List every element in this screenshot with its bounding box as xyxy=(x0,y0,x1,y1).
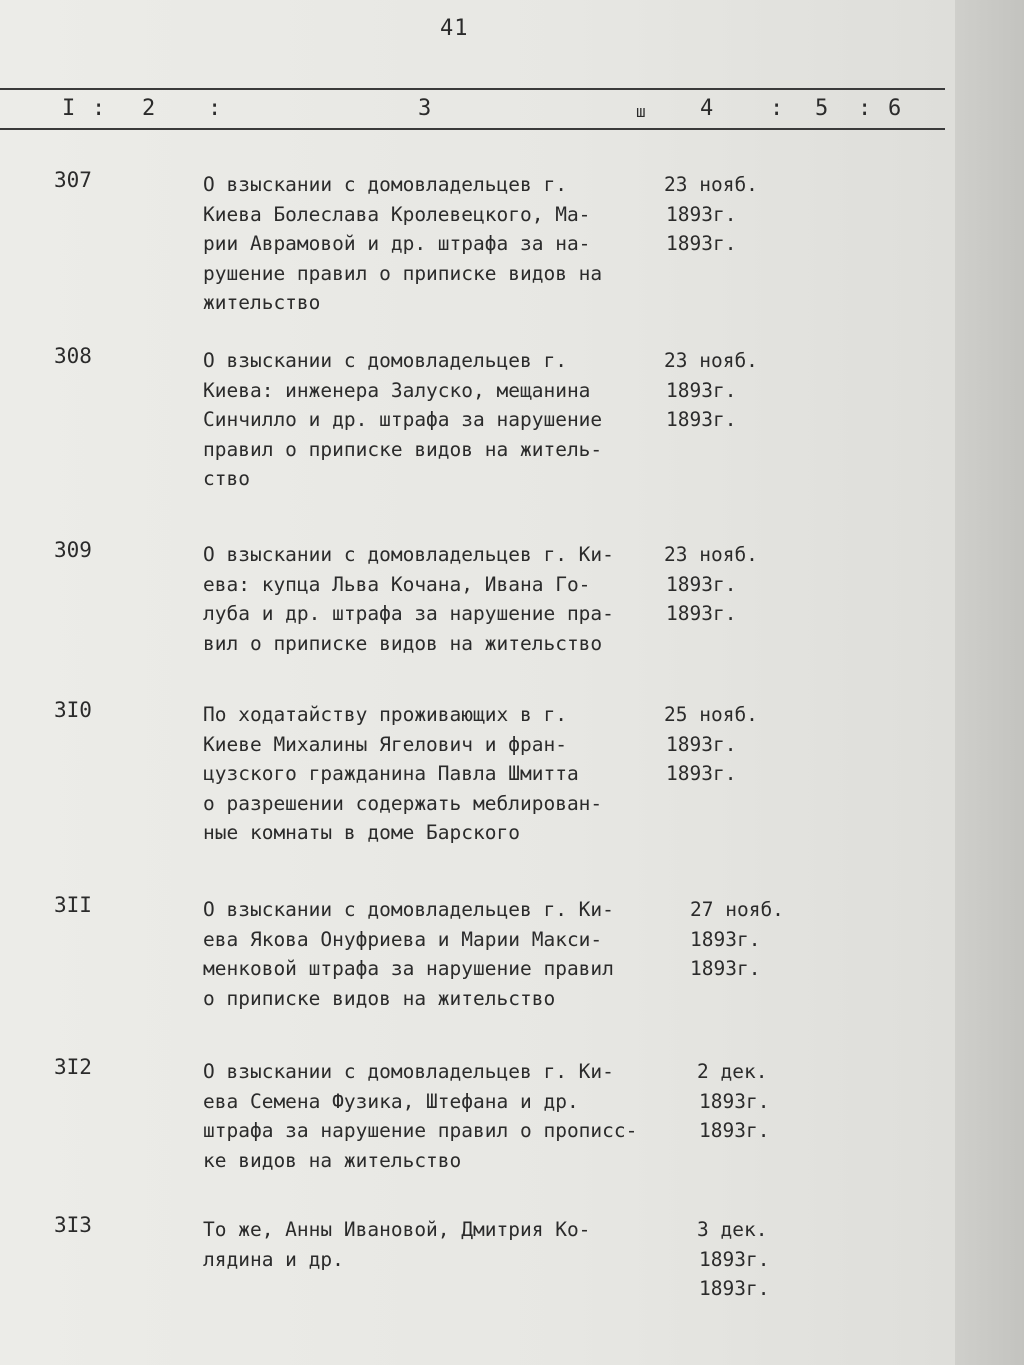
entry-title xyxy=(203,1057,673,1175)
start-year: 1893г. xyxy=(699,1089,770,1113)
start-date: 23 нояб. xyxy=(664,543,758,566)
entry-number: 307 xyxy=(54,168,92,192)
entry-dates xyxy=(697,1057,769,1146)
title-line: Киева Болеслава Кролевецкого, Ма- xyxy=(203,202,591,226)
page-number: 41 xyxy=(440,16,469,41)
entry-dates xyxy=(690,895,784,984)
title-line: По ходатайству проживающих в г. xyxy=(203,703,567,726)
title-line: О взыскании с домовладельцев г. xyxy=(203,349,567,372)
entry-number: 3I3 xyxy=(54,1213,92,1237)
start-year: 1893г. xyxy=(690,927,761,951)
entry-number: 308 xyxy=(54,344,92,368)
start-date: 23 нояб. xyxy=(664,173,758,196)
title-line: ева Семена Фузика, Штефана и др. xyxy=(203,1089,579,1113)
title-line: ева: купца Льва Кочана, Ивана Го- xyxy=(203,572,591,596)
title-line: ство xyxy=(203,467,250,490)
end-year: 1893г. xyxy=(666,408,737,431)
entry-title xyxy=(203,346,673,494)
title-line: Киеве Михалины Ягелович и фран- xyxy=(203,732,567,756)
entry-title xyxy=(203,170,673,318)
column-separator: : xyxy=(92,96,106,121)
end-year: 1893г. xyxy=(699,1119,770,1142)
entry-number: 3I0 xyxy=(54,698,92,722)
column-separator: : xyxy=(770,96,784,121)
start-date: 2 дек. xyxy=(697,1060,768,1083)
column-header-3: 3 xyxy=(418,96,432,121)
column-header-2: 2 xyxy=(142,96,156,121)
entry-dates xyxy=(664,170,758,259)
title-line: рии Аврамовой и др. штрафа за на- xyxy=(203,232,591,255)
column-header-5: 5 xyxy=(815,96,829,121)
title-line: жительство xyxy=(203,291,321,314)
column-separator: : xyxy=(208,96,222,121)
entry-title xyxy=(203,700,673,848)
header-rule-bottom xyxy=(0,128,945,130)
title-line: вил о приписке видов на жительство xyxy=(203,631,603,655)
start-year: 1893г. xyxy=(666,572,737,596)
entry-number: 309 xyxy=(54,538,92,562)
title-line: То же, Анны Ивановой, Дмитрия Ко- xyxy=(203,1218,591,1241)
title-line: О взыскании с домовладельцев г. Ки- xyxy=(203,1060,614,1083)
start-year: 1893г. xyxy=(666,202,737,226)
title-line: ке видов на жительство xyxy=(203,1148,462,1172)
title-line: луба и др. штрафа за нарушение пра- xyxy=(203,602,614,625)
end-year: 1893г. xyxy=(699,1277,770,1300)
column-header-1: I xyxy=(62,96,76,121)
entry-dates xyxy=(664,540,758,629)
header-rule-top xyxy=(0,88,945,90)
title-line: рушение правил о приписке видов на xyxy=(203,261,603,285)
start-year: 1893г. xyxy=(666,732,737,756)
entry-number: 3II xyxy=(54,893,92,917)
title-line: лядина и др. xyxy=(203,1247,344,1271)
start-date: 25 нояб. xyxy=(664,703,758,726)
start-year: 1893г. xyxy=(699,1247,770,1271)
title-line: О взыскании с домовладельцев г. xyxy=(203,173,567,196)
page-edge-shadow xyxy=(955,0,1024,1365)
end-year: 1893г. xyxy=(666,232,737,255)
title-line: ные комнаты в доме Барского xyxy=(203,821,520,844)
entry-title xyxy=(203,1215,673,1274)
title-line: Синчилло и др. штрафа за нарушение xyxy=(203,408,603,431)
title-line: О взыскании с домовладельцев г. Ки- xyxy=(203,898,614,921)
title-line: менковой штрафа за нарушение правил xyxy=(203,957,614,980)
title-line: правил о приписке видов на житель- xyxy=(203,437,603,461)
title-line: Киева: инженера Залуско, мещанина xyxy=(203,378,591,402)
entry-number: 3I2 xyxy=(54,1055,92,1079)
entry-dates xyxy=(664,700,758,789)
title-line: о приписке видов на жительство xyxy=(203,986,556,1010)
start-date: 23 нояб. xyxy=(664,349,758,372)
title-line: ева Якова Онуфриева и Марии Макси- xyxy=(203,927,603,951)
end-year: 1893г. xyxy=(666,762,737,785)
title-line: цузского гражданина Павла Шмитта xyxy=(203,762,579,785)
end-year: 1893г. xyxy=(690,957,761,980)
entry-dates xyxy=(697,1215,769,1304)
entry-title xyxy=(203,540,673,658)
title-line: штрафа за нарушение правил о прописс- xyxy=(203,1119,638,1142)
title-line: о разрешении содержать меблирован- xyxy=(203,791,603,815)
column-separator: ш xyxy=(636,102,646,121)
title-line: О взыскании с домовладельцев г. Ки- xyxy=(203,543,614,566)
column-separator: : xyxy=(858,96,872,121)
start-year: 1893г. xyxy=(666,378,737,402)
entry-title xyxy=(203,895,673,1013)
start-date: 3 дек. xyxy=(697,1218,768,1241)
entry-dates xyxy=(664,346,758,435)
column-header-4: 4 xyxy=(700,96,714,121)
start-date: 27 нояб. xyxy=(690,898,784,921)
end-year: 1893г. xyxy=(666,602,737,625)
column-header-6: 6 xyxy=(888,96,902,121)
